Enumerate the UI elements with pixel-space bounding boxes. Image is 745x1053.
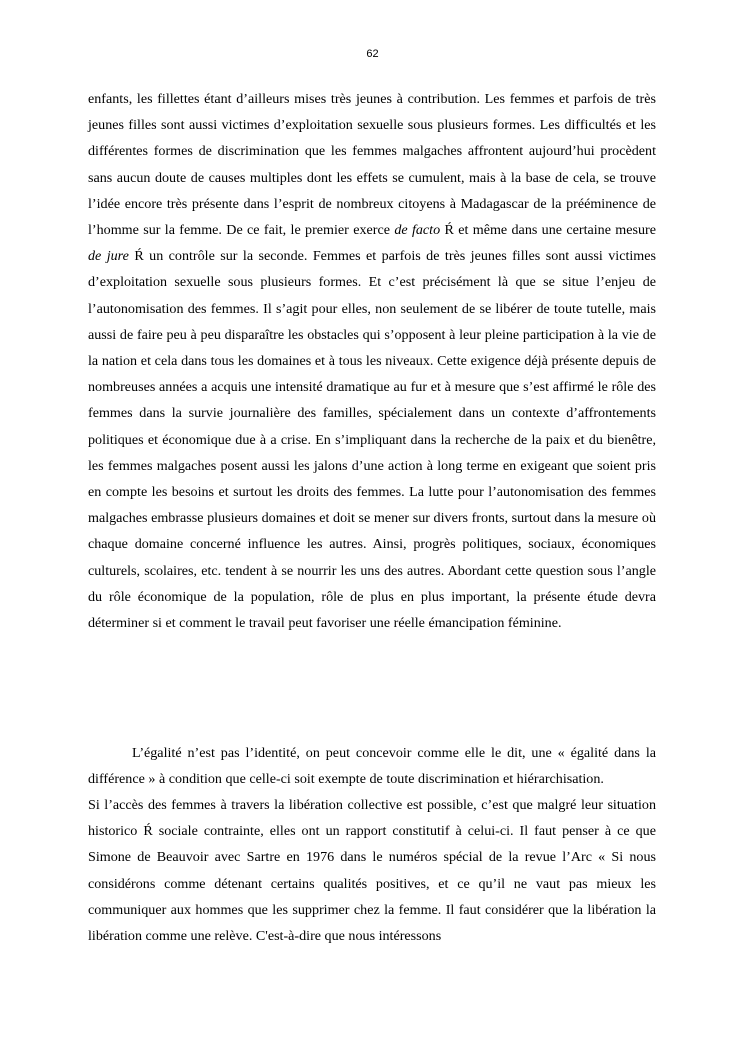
page-number: 62 [366,48,379,60]
paragraph-liberation: Si l’accès des femmes à travers la libération collective est possible, c’est que malgré leur situation historico Ŕ sociale contrainte, elles ont un rapport constitutif à celui-ci. Il faut penser à ce que Simone de Beauvoir avec Sartre en 1976 dans le numéros spécial de la revue l’Arc « Si nous considérons comme détenant certains qualités positives, et ce qu’il ne vaut pas mieux les communiquer aux hommes que les supprimer chez la femme. Il faut considérer que la libération la libération comme une relève. C'est-à-dire que nous intéressons [88,797,656,945]
paragraph-egalite: L’égalité n’est pas l’identité, on peut concevoir comme elle le dit, une « égalité dans la différence » à condition que celle-ci soit exempte de toute discrimination et hiérarchisation. [88,745,656,788]
paragraph-autonomisation: enfants, les fillettes étant d’ailleurs mises très jeunes à contribution. Les femmes et parfois de très jeunes filles sont aussi victimes d’exploitation sexuelle sous plusieurs formes. Les difficultés et les différentes formes de discrimination que les femmes malgaches affrontent aujourd’hui procèdent sans aucun doute de causes multiples dont les effets se cumulent, mais à la base de cela, se trouve l’idée encore très présente dans l’esprit de nombreux citoyens à Madagascar de la prééminence de l’homme sur la femme. De ce fait, le premier exerce de facto Ŕ et même dans une certaine mesure de jure Ŕ un contrôle sur la seconde. Femmes et parfois de très jeunes filles sont aussi victimes d’exploitation sexuelle sous plusieurs formes. Et c’est précisément là que se situe l’enjeu de l’autonomisation des femmes. Il s’agit pour elles, non seulement de se libérer de toute tutelle, mais aussi de faire peu à peu disparaître les obstacles qui s’opposent à leur pleine participation à la vie de la nation et cela dans tous les domaines et à tous les niveaux. Cette exigence déjà présente depuis de nombreuses années a acquis une intensité dramatique au fur et à mesure que s’est affirmé le rôle des femmes dans la survie journalière des familles, spécialement dans un contexte d’affrontements politiques et économique due à a crise. En s’impliquant dans la recherche de la paix et du bienêtre, les femmes malgaches posent aussi les jalons d’une action à long terme en exigeant que soient pris en compte les besoins et surtout les droits des femmes. La lutte pour l’autonomisation des femmes malgaches embrasse plusieurs domaines et doit se mener sur divers fronts, surtout dans la mesure où chaque domaine concerné influence les autres. Ainsi, progrès politiques, sociaux, économiques culturels, scolaires, etc. tendent à se nourrir les uns des autres. Abordant cette question sous l’angle du rôle économique de la population, rôle de plus en plus important, la présente étude devra déterminer si et comment le travail peut favoriser une réelle émancipation féminine. [88,91,657,632]
